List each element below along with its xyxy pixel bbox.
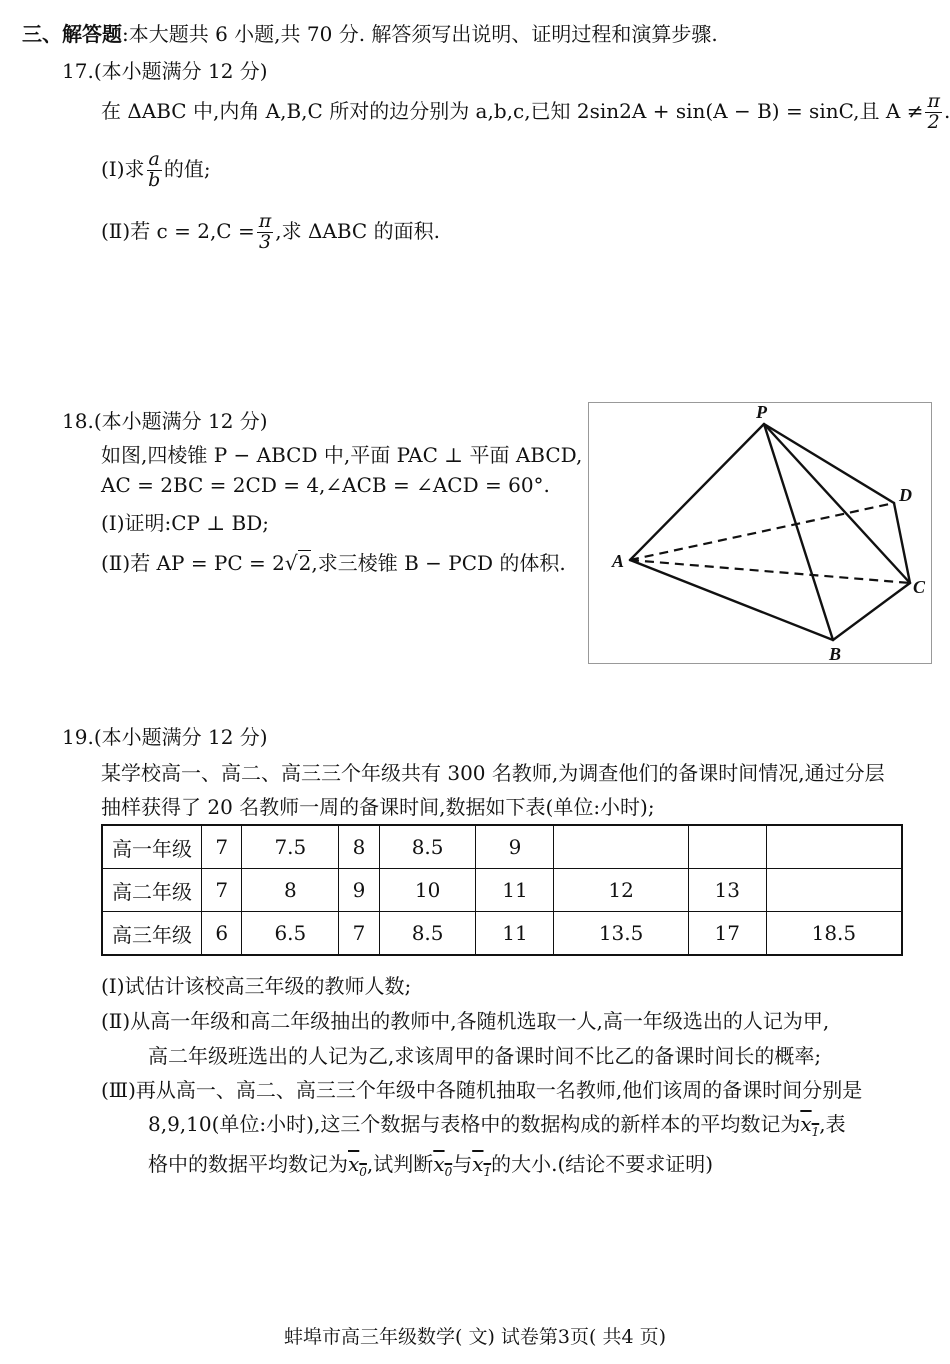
section-intro: :本大题共 6 小题,共 70 分. 解答须写出说明、证明过程和演算步骤. (122, 22, 718, 46)
table-cell: 9 (476, 825, 554, 869)
mean-x1: $x_1$ (800, 1112, 820, 1139)
q19-part3-line1: (Ⅲ)再从高一、高二、高三三个年级中各随机抽取一名教师,他们该周的备课时间分别是 (101, 1078, 863, 1102)
mean-x1-compare: $x_1$ (472, 1152, 492, 1179)
table-row (102, 869, 902, 912)
table-cell: 11 (476, 869, 554, 912)
figure-frame (589, 403, 932, 664)
section-heading (22, 18, 718, 47)
table-cell: 6.5 (242, 912, 339, 956)
q19-points: (本小题满分 12 分) (93, 725, 268, 749)
table-cell (554, 825, 688, 869)
label-d: D (899, 485, 912, 505)
table-row (102, 912, 902, 956)
table-cell: 17 (688, 912, 766, 956)
pyramid-figure (588, 402, 932, 664)
q17-stem: 在 ΔABC 中,内角 A,B,C 所对的边分别为 a,b,c,已知 2sin2A + sin(A − B) = sinC,且 A ≠ $\frac{\pi}{2}$ . (101, 90, 950, 133)
table-row (102, 825, 902, 869)
q17-points: (本小题满分 12 分) (93, 59, 268, 83)
q18-part1: (Ⅰ)证明:CP ⊥ BD; (101, 511, 269, 535)
q17-stem-text: 在 ΔABC 中,内角 A,B,C 所对的边分别为 a,b,c,已知 2sin2A + sin(A − B) = sinC,且 A ≠ (101, 98, 924, 123)
label-c: C (913, 577, 926, 597)
table-cell (766, 869, 902, 912)
q18-part2: (Ⅱ)若 AP = PC = 2√2,求三棱锥 B − PCD 的体积. (101, 551, 566, 575)
table-cell: 12 (554, 869, 688, 912)
table-cell: 7 (339, 912, 379, 956)
q18-line2: AC = 2BC = 2CD = 4,∠ACB = ∠ACD = 60°. (101, 473, 550, 497)
table-cell: 7.5 (242, 825, 339, 869)
table-cell: 7 (202, 825, 242, 869)
q18-header (62, 405, 268, 434)
q18-points: (本小题满分 12 分) (93, 409, 268, 433)
sqrt-radicand: 2 (298, 551, 312, 575)
table-cell: 10 (379, 869, 476, 912)
q17-part2: (Ⅱ)若 c = 2,C = $\frac{\pi}{3}$ ,求 ΔABC 的面积. (101, 210, 440, 253)
q19-part3-line3: 格中的数据平均数记为$x_0$,试判断$x_0$与$x_1$的大小.(结论不要求证明) (148, 1152, 714, 1179)
section-title: 三、解答题 (22, 22, 122, 46)
q19-part2-line2: 高二年级班选出的人记为乙,求该周甲的备课时间不比乙的备课时间长的概率; (148, 1044, 822, 1068)
q17-header (62, 55, 268, 84)
page-footer: 蚌埠市高三年级数学( 文) 试卷第3页( 共4 页) (284, 1326, 666, 1348)
prep-time-table (101, 824, 903, 956)
q19-part1: (Ⅰ)试估计该校高三年级的教师人数; (101, 974, 412, 998)
q17-part1-fraction: $\frac{a}{b}$ (148, 148, 161, 191)
q17-part2-fraction: $\frac{\pi}{3}$ (258, 210, 272, 253)
table-cell: 8 (339, 825, 379, 869)
q18-number: 18. (62, 409, 94, 433)
table-cell: 8.5 (379, 912, 476, 956)
table-cell: 13 (688, 869, 766, 912)
mean-x0-compare: $x_0$ (433, 1152, 453, 1179)
table-cell (688, 825, 766, 869)
table-cell: 9 (339, 869, 379, 912)
q17-stem-fraction: $\frac{\pi}{2}$ (927, 90, 940, 133)
label-a: A (612, 551, 625, 571)
table-cell: 8.5 (379, 825, 476, 869)
table-cell: 11 (476, 912, 554, 956)
q19-part3-line2: 8,9,10(单位:小时),这三个数据与表格中的数据构成的新样本的平均数记为$x_1$,表 (148, 1112, 846, 1139)
q19-number: 19. (62, 725, 94, 749)
q19-line1: 某学校高一、高二、高三三个年级共有 300 名教师,为调查他们的备课时间情况,通过分层 (101, 761, 885, 785)
table-cell: 6 (202, 912, 242, 956)
table-cell: 18.5 (766, 912, 902, 956)
q19-header (62, 721, 268, 750)
sqrt-symbol: √ (284, 551, 298, 575)
label-b: B (829, 644, 842, 664)
mean-x0: $x_0$ (348, 1152, 367, 1179)
q17-part1: (Ⅰ)求 $\frac{a}{b}$ 的值; (101, 148, 211, 191)
label-p: P (756, 402, 767, 422)
table-cell: 13.5 (554, 912, 688, 956)
table-row-header: 高一年级 (102, 825, 202, 869)
q17-number: 17. (62, 59, 94, 83)
q18-line1: 如图,四棱锥 P − ABCD 中,平面 PAC ⊥ 平面 ABCD, (101, 443, 583, 467)
table-cell: 8 (242, 869, 339, 912)
q19-line2: 抽样获得了 20 名教师一周的备课时间,数据如下表(单位:小时); (101, 795, 655, 819)
table-cell: 7 (202, 869, 242, 912)
q19-part2-line1: (Ⅱ)从高一年级和高二年级抽出的教师中,各随机选取一人,高一年级选出的人记为甲, (101, 1009, 830, 1033)
table-row-header: 高三年级 (102, 912, 202, 956)
table-row-header: 高二年级 (102, 869, 202, 912)
table-cell (766, 825, 902, 869)
